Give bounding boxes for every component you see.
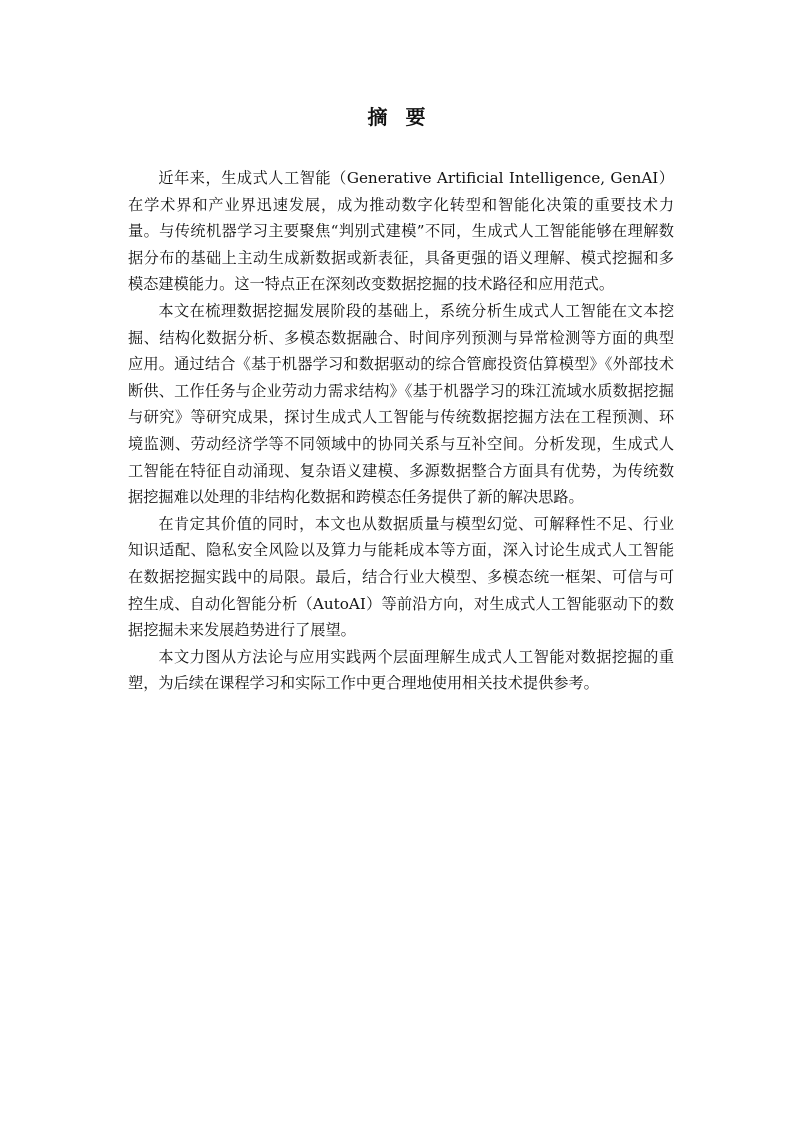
- abstract-paragraph-2: 本文在梳理数据挖掘发展阶段的基础上，系统分析生成式人工智能在文本挖掘、结构化数据分析、多模态数据融合、时间序列预测与异常检测等方面的典型应用。通过结合《基于机器学习和数据驱动的综合管廊投资估算模型》《外部技术断供、工作任务与企业劳动力需求结构》《基于机器学习的珠江流域水质数据挖掘与研究》等研究成果，探讨生成式人工智能与传统数据挖掘方法在工程预测、环境监测、劳动经济学等不同领域中的协同关系与互补空间。分析发现，生成式人工智能在特征自动涌现、复杂语义建模、多源数据整合方面具有优势，为传统数据挖掘难以处理的非结构化数据和跨模态任务提供了新的解决思路。: [128, 301, 674, 507]
- abstract-body: [128, 165, 674, 697]
- abstract-paragraph-1: 近年来，生成式人工智能（Generative Artificial Intelligence, GenAI）在学术界和产业界迅速发展，成为推动数字化转型和智能化决策的重要技术力量。与传统机器学习主要聚焦“判别式建模”不同，生成式人工智能能够在理解数据分布的基础上主动生成新数据或新表征，具备更强的语义理解、模式挖掘和多模态建模能力。这一特点正在深刻改变数据挖掘的技术路径和应用范式。: [128, 169, 674, 294]
- abstract-paragraph-4: 本文力图从方法论与应用实践两个层面理解生成式人工智能对数据挖掘的重塑，为后续在课程学习和实际工作中更合理地使用相关技术提供参考。: [128, 647, 674, 693]
- abstract-title: 摘要: [367, 105, 444, 129]
- abstract-paragraph-3: 在肯定其价值的同时，本文也从数据质量与模型幻觉、可解释性不足、行业知识适配、隐私安全风险以及算力与能耗成本等方面，深入讨论生成式人工智能在数据挖掘实践中的局限。最后，结合行业大模型、多模态统一框架、可信与可控生成、自动化智能分析（AutoAI）等前沿方向，对生成式人工智能驱动下的数据挖掘未来发展趋势进行了展望。: [128, 514, 674, 640]
